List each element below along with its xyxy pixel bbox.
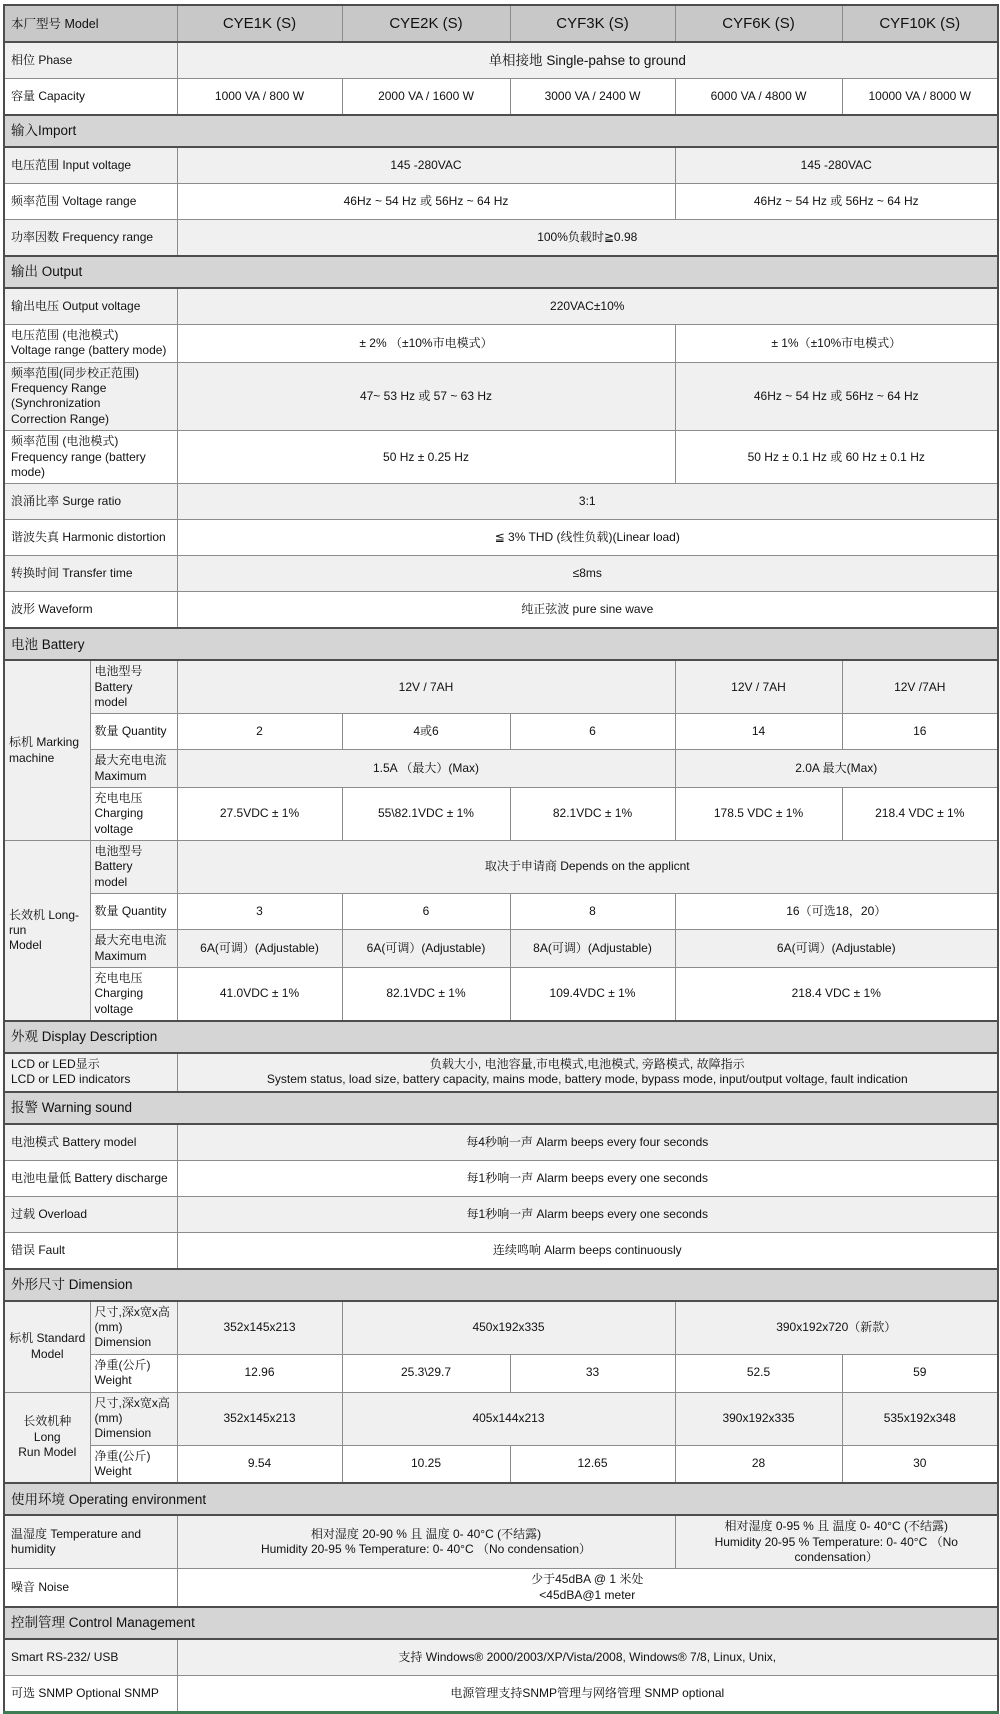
group-label: 长效机种 Long Run Model bbox=[4, 1392, 90, 1483]
section-title: 报警 Warning sound bbox=[4, 1092, 998, 1124]
section-title: 电池 Battery bbox=[4, 628, 998, 660]
spec-value: 4或6 bbox=[342, 714, 510, 750]
model-header-cell: CYE2K (S) bbox=[342, 5, 510, 42]
spec-value: 59 bbox=[842, 1354, 998, 1392]
row-label: 最大充电电流 Maximum bbox=[90, 930, 177, 968]
row-label: 频率范围 Voltage range bbox=[4, 184, 177, 220]
spec-value: 50 Hz ± 0.1 Hz 或 60 Hz ± 0.1 Hz bbox=[675, 431, 998, 484]
section-row bbox=[4, 1607, 998, 1639]
spec-value: 负载大小, 电池容量,市电模式,电池模式, 旁路模式, 故障指示 System status, load size, battery capacity, mains mode, battery mode, bypass mode, input/output voltage, fault indication bbox=[177, 1053, 998, 1092]
spec-value: 82.1VDC ± 1% bbox=[510, 788, 675, 841]
spec-row bbox=[4, 484, 998, 520]
spec-row bbox=[4, 42, 998, 79]
spec-value: 少于45dBA @ 1 米处 <45dBA@1 meter bbox=[177, 1569, 998, 1607]
row-label: 尺寸,深x宽x高 (mm) Dimension bbox=[90, 1392, 177, 1445]
row-label: 频率范围 (电池模式) Frequency range (battery mode) bbox=[4, 431, 177, 484]
section-title: 使用环境 Operating environment bbox=[4, 1483, 998, 1515]
spec-value: 12V / 7AH bbox=[675, 660, 842, 714]
spec-value: 145 -280VAC bbox=[675, 147, 998, 184]
section-row bbox=[4, 1483, 998, 1515]
spec-value: 352x145x213 bbox=[177, 1392, 342, 1445]
row-label: 浪涌比率 Surge ratio bbox=[4, 484, 177, 520]
spec-row bbox=[4, 1124, 998, 1161]
group-label: 标机 Marking machine bbox=[4, 660, 90, 840]
spec-value: ≤8ms bbox=[177, 556, 998, 592]
spec-value: 220VAC±10% bbox=[177, 288, 998, 325]
spec-value: 1.5A （最大）(Max) bbox=[177, 750, 675, 788]
spec-value: 450x192x335 bbox=[342, 1301, 675, 1355]
spec-value: 10.25 bbox=[342, 1445, 510, 1483]
spec-row bbox=[4, 967, 998, 1021]
spec-row bbox=[4, 930, 998, 968]
spec-value: 6000 VA / 4800 W bbox=[675, 79, 842, 116]
spec-value: ± 2% （±10%市电模式） bbox=[177, 325, 675, 363]
spec-value: 218.4 VDC ± 1% bbox=[842, 788, 998, 841]
spec-row bbox=[4, 1445, 998, 1483]
section-title: 输入Import bbox=[4, 115, 998, 147]
spec-value: 109.4VDC ± 1% bbox=[510, 967, 675, 1021]
row-label: LCD or LED显示 LCD or LED indicators bbox=[4, 1053, 177, 1092]
row-label: 噪音 Noise bbox=[4, 1569, 177, 1607]
spec-row bbox=[4, 288, 998, 325]
spec-value: 12V /7AH bbox=[842, 660, 998, 714]
model-header-cell: CYF10K (S) bbox=[842, 5, 998, 42]
spec-value: 单相接地 Single-pahse to ground bbox=[177, 42, 998, 79]
spec-value: 2000 VA / 1600 W bbox=[342, 79, 510, 116]
spec-row bbox=[4, 1160, 998, 1196]
row-label: 电池电量低 Battery discharge bbox=[4, 1160, 177, 1196]
spec-value: 9.54 bbox=[177, 1445, 342, 1483]
spec-value: 6 bbox=[510, 714, 675, 750]
spec-value: 25.3\29.7 bbox=[342, 1354, 510, 1392]
spec-row bbox=[4, 325, 998, 363]
row-label: 相位 Phase bbox=[4, 42, 177, 79]
spec-row bbox=[4, 1515, 998, 1569]
row-label: 容量 Capacity bbox=[4, 79, 177, 116]
spec-value: 178.5 VDC ± 1% bbox=[675, 788, 842, 841]
spec-row bbox=[4, 894, 998, 930]
spec-value: 100%负载时≧0.98 bbox=[177, 220, 998, 257]
spec-row bbox=[4, 520, 998, 556]
spec-value: 535x192x348 bbox=[842, 1392, 998, 1445]
spec-value: 16（可选18，20） bbox=[675, 894, 998, 930]
spec-value: 连续鸣响 Alarm beeps continuously bbox=[177, 1232, 998, 1269]
row-label: 错误 Fault bbox=[4, 1232, 177, 1269]
row-label: 电池模式 Battery model bbox=[4, 1124, 177, 1161]
model-header-cell: CYF3K (S) bbox=[510, 5, 675, 42]
spec-table-body bbox=[4, 5, 998, 1713]
spec-row bbox=[4, 556, 998, 592]
spec-row bbox=[4, 431, 998, 484]
group-label: 长效机 Long-run Model bbox=[4, 841, 90, 1021]
spec-value: 每4秒响一声 Alarm beeps every four seconds bbox=[177, 1124, 998, 1161]
spec-value: 41.0VDC ± 1% bbox=[177, 967, 342, 1021]
spec-value: 82.1VDC ± 1% bbox=[342, 967, 510, 1021]
spec-value: 8 bbox=[510, 894, 675, 930]
section-title: 外观 Display Description bbox=[4, 1021, 998, 1053]
row-label: 温湿度 Temperature and humidity bbox=[4, 1515, 177, 1569]
spec-value: 3 bbox=[177, 894, 342, 930]
row-label: 电压范围 (电池模式) Voltage range (battery mode) bbox=[4, 325, 177, 363]
group-label: 标机 Standard Model bbox=[4, 1301, 90, 1392]
spec-value: 46Hz ~ 54 Hz 或 56Hz ~ 64 Hz bbox=[177, 184, 675, 220]
row-label: 输出电压 Output voltage bbox=[4, 288, 177, 325]
spec-row bbox=[4, 1196, 998, 1232]
spec-value: 电源管理支持SNMP管理与网络管理 SNMP optional bbox=[177, 1676, 998, 1713]
row-label: 净重(公斤) Weight bbox=[90, 1354, 177, 1392]
spec-value: 390x192x720（新款） bbox=[675, 1301, 998, 1355]
row-label: 净重(公斤) Weight bbox=[90, 1445, 177, 1483]
section-row bbox=[4, 1092, 998, 1124]
spec-value: 10000 VA / 8000 W bbox=[842, 79, 998, 116]
row-label: 尺寸,深x宽x高 (mm) Dimension bbox=[90, 1301, 177, 1355]
spec-value: 相对湿度 20-90 % 且 温度 0- 40°C (不结露) Humidity 20-95 % Temperature: 0- 40°C （No condensation） bbox=[177, 1515, 675, 1569]
spec-row bbox=[4, 1569, 998, 1607]
header-row bbox=[4, 5, 998, 42]
spec-value: 6A(可调）(Adjustable) bbox=[342, 930, 510, 968]
row-label: 电压范围 Input voltage bbox=[4, 147, 177, 184]
spec-row bbox=[4, 1392, 998, 1445]
section-row bbox=[4, 628, 998, 660]
spec-row bbox=[4, 660, 998, 714]
spec-value: 3:1 bbox=[177, 484, 998, 520]
spec-value: 每1秒响一声 Alarm beeps every one seconds bbox=[177, 1160, 998, 1196]
spec-value: 6A(可调）(Adjustable) bbox=[177, 930, 342, 968]
spec-value: 相对湿度 0-95 % 且 温度 0- 40°C (不结露) Humidity 20-95 % Temperature: 0- 40°C （No condensation） bbox=[675, 1515, 998, 1569]
spec-value: 405x144x213 bbox=[342, 1392, 675, 1445]
row-label: 功率因数 Frequency range bbox=[4, 220, 177, 257]
spec-value: 12.96 bbox=[177, 1354, 342, 1392]
spec-row bbox=[4, 1053, 998, 1092]
spec-value: 2.0A 最大(Max) bbox=[675, 750, 998, 788]
spec-value: 30 bbox=[842, 1445, 998, 1483]
ups-spec-sheet bbox=[3, 4, 997, 1714]
spec-value: 33 bbox=[510, 1354, 675, 1392]
row-label: 过载 Overload bbox=[4, 1196, 177, 1232]
spec-value: 纯正弦波 pure sine wave bbox=[177, 592, 998, 629]
section-title: 控制管理 Control Management bbox=[4, 1607, 998, 1639]
row-label: 谐波失真 Harmonic distortion bbox=[4, 520, 177, 556]
spec-row bbox=[4, 1301, 998, 1355]
spec-value: 47~ 53 Hz 或 57 ~ 63 Hz bbox=[177, 362, 675, 430]
row-label: 本厂型号 Model bbox=[4, 5, 177, 42]
spec-row bbox=[4, 147, 998, 184]
spec-row bbox=[4, 1676, 998, 1713]
row-label: 数量 Quantity bbox=[90, 894, 177, 930]
spec-row bbox=[4, 79, 998, 116]
spec-row bbox=[4, 788, 998, 841]
row-label: 数量 Quantity bbox=[90, 714, 177, 750]
row-label: 转换时间 Transfer time bbox=[4, 556, 177, 592]
row-label: 频率范围(同步校正范围) Frequency Range (Synchronization Correction Range) bbox=[4, 362, 177, 430]
spec-value: 14 bbox=[675, 714, 842, 750]
spec-value: 390x192x335 bbox=[675, 1392, 842, 1445]
spec-value: ≦ 3% THD (线性负载)(Linear load) bbox=[177, 520, 998, 556]
model-header-cell: CYE1K (S) bbox=[177, 5, 342, 42]
section-title: 外形尺寸 Dimension bbox=[4, 1269, 998, 1301]
spec-value: 46Hz ~ 54 Hz 或 56Hz ~ 64 Hz bbox=[675, 184, 998, 220]
spec-value: 46Hz ~ 54 Hz 或 56Hz ~ 64 Hz bbox=[675, 362, 998, 430]
section-row bbox=[4, 256, 998, 288]
row-label: 充电电压 Charging voltage bbox=[90, 967, 177, 1021]
spec-value: 55\82.1VDC ± 1% bbox=[342, 788, 510, 841]
row-label: 最大充电电流 Maximum bbox=[90, 750, 177, 788]
section-row bbox=[4, 1269, 998, 1301]
row-label: 波形 Waveform bbox=[4, 592, 177, 629]
spec-row bbox=[4, 184, 998, 220]
section-row bbox=[4, 1021, 998, 1053]
ups-spec-table bbox=[3, 4, 999, 1714]
section-title: 输出 Output bbox=[4, 256, 998, 288]
row-label: 电池型号 Battery model bbox=[90, 841, 177, 894]
spec-value: 352x145x213 bbox=[177, 1301, 342, 1355]
spec-value: 12V / 7AH bbox=[177, 660, 675, 714]
model-header-cell: CYF6K (S) bbox=[675, 5, 842, 42]
row-label: 电池型号 Battery model bbox=[90, 660, 177, 714]
spec-value: 52.5 bbox=[675, 1354, 842, 1392]
spec-value: 27.5VDC ± 1% bbox=[177, 788, 342, 841]
spec-row bbox=[4, 750, 998, 788]
spec-value: ± 1%（±10%市电模式） bbox=[675, 325, 998, 363]
row-label: 充电电压 Charging voltage bbox=[90, 788, 177, 841]
spec-row bbox=[4, 362, 998, 430]
spec-row bbox=[4, 592, 998, 629]
row-label: Smart RS-232/ USB bbox=[4, 1639, 177, 1676]
spec-row bbox=[4, 1232, 998, 1269]
spec-value: 支持 Windows® 2000/2003/XP/Vista/2008, Windows® 7/8, Linux, Unix, bbox=[177, 1639, 998, 1676]
spec-value: 16 bbox=[842, 714, 998, 750]
spec-row bbox=[4, 841, 998, 894]
spec-value: 1000 VA / 800 W bbox=[177, 79, 342, 116]
spec-value: 每1秒响一声 Alarm beeps every one seconds bbox=[177, 1196, 998, 1232]
spec-row bbox=[4, 220, 998, 257]
spec-value: 50 Hz ± 0.25 Hz bbox=[177, 431, 675, 484]
spec-value: 218.4 VDC ± 1% bbox=[675, 967, 998, 1021]
spec-row bbox=[4, 714, 998, 750]
spec-value: 12.65 bbox=[510, 1445, 675, 1483]
spec-value: 2 bbox=[177, 714, 342, 750]
section-row bbox=[4, 115, 998, 147]
spec-row bbox=[4, 1639, 998, 1676]
spec-value: 28 bbox=[675, 1445, 842, 1483]
spec-value: 6A(可调）(Adjustable) bbox=[675, 930, 998, 968]
row-label: 可选 SNMP Optional SNMP bbox=[4, 1676, 177, 1713]
spec-value: 8A(可调）(Adjustable) bbox=[510, 930, 675, 968]
spec-value: 3000 VA / 2400 W bbox=[510, 79, 675, 116]
spec-value: 6 bbox=[342, 894, 510, 930]
spec-value: 145 -280VAC bbox=[177, 147, 675, 184]
spec-value: 取决于申请商 Depends on the applicnt bbox=[177, 841, 998, 894]
